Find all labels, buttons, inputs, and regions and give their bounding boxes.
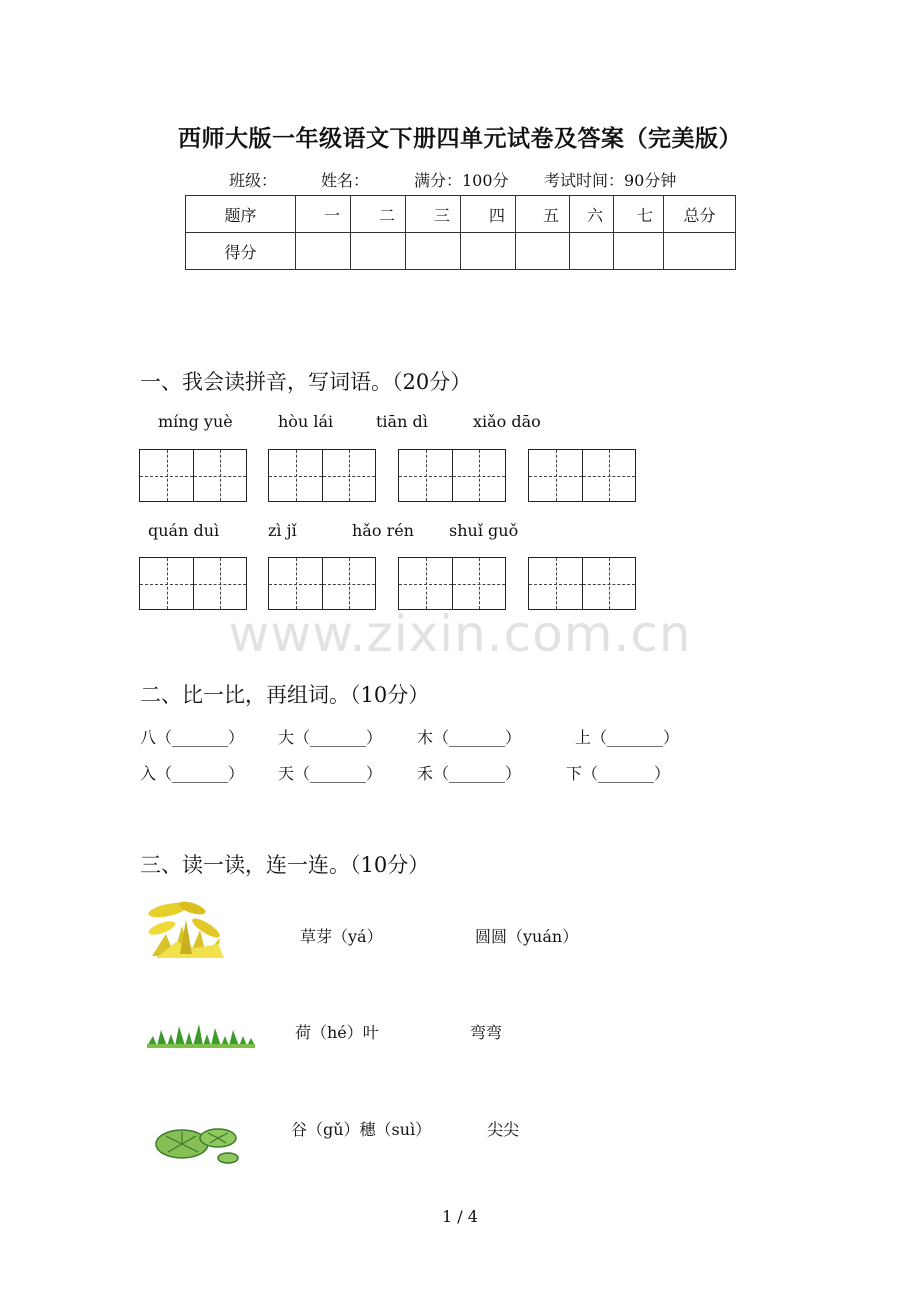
score-table-score-row [186,233,736,270]
watermark: www.zixin.com.cn [228,605,692,663]
word-blank[interactable]: 下（_______） [566,764,671,783]
writing-grid[interactable] [398,449,506,502]
grain-ear-icon [146,898,230,962]
writing-cell[interactable] [399,558,452,609]
writing-cell[interactable] [529,558,582,609]
writing-cell[interactable] [452,558,505,609]
exam-time: 考试时间：90分钟 [544,171,677,190]
writing-grid[interactable] [528,449,636,502]
writing-cell[interactable] [529,450,582,501]
name-label: 姓名： [321,171,370,190]
page-title: 西师大版一年级语文下册四单元试卷及答案（完美版） [178,125,742,152]
section2-heading: 二、比一比，再组词。（10分） [140,683,430,707]
writing-cell[interactable] [193,558,246,609]
writing-grid[interactable] [139,449,247,502]
score-cell[interactable] [664,233,736,270]
writing-cell[interactable] [322,450,375,501]
score-table-header-row [186,196,736,233]
table-header-cell: 题序 [186,196,296,233]
match-left-item[interactable]: 草芽（yá） [300,927,383,946]
word-blank[interactable]: 天（_______） [278,764,383,783]
writing-grid[interactable] [139,557,247,610]
pinyin-label: shuǐ guǒ [449,521,519,540]
match-right-item[interactable]: 圆圆（yuán） [475,927,579,946]
pinyin-label: tiān dì [376,412,428,431]
writing-cell[interactable] [399,450,452,501]
word-blank[interactable]: 入（_______） [140,764,245,783]
table-header-cell: 四 [461,196,516,233]
table-header-cell: 七 [614,196,664,233]
score-table [185,195,736,270]
writing-cell[interactable] [140,558,193,609]
match-left-item[interactable]: 荷（hé）叶 [295,1023,379,1042]
writing-cell[interactable] [193,450,246,501]
pinyin-label: hòu lái [278,412,334,431]
word-blank[interactable]: 木（_______） [417,728,522,747]
class-label: 班级： [229,171,278,190]
full-score: 满分：100分 [414,171,509,190]
score-cell[interactable] [461,233,516,270]
word-blank[interactable]: 八（_______） [140,728,245,747]
match-right-item[interactable]: 尖尖 [487,1120,520,1139]
writing-cell[interactable] [140,450,193,501]
table-header-cell: 三 [406,196,461,233]
table-row-label: 得分 [186,233,296,270]
score-cell[interactable] [516,233,570,270]
writing-cell[interactable] [269,558,322,609]
word-blank[interactable]: 大（_______） [278,728,383,747]
lotus-leaf-icon [154,1124,242,1166]
writing-grid[interactable] [528,557,636,610]
match-right-item[interactable]: 弯弯 [470,1023,503,1042]
section1-heading: 一、我会读拼音，写词语。（20分） [140,370,472,394]
pinyin-label: hǎo rén [352,521,414,540]
table-header-cell: 五 [516,196,570,233]
score-cell[interactable] [570,233,614,270]
pinyin-label: míng yuè [158,412,233,431]
writing-grid[interactable] [398,557,506,610]
pinyin-label: zì jǐ [268,521,297,540]
table-header-cell: 六 [570,196,614,233]
grass-sprout-icon [145,1018,257,1050]
word-blank[interactable]: 上（_______） [575,728,680,747]
pinyin-label: quán duì [148,521,220,540]
pinyin-label: xiǎo dāo [473,412,541,431]
writing-grid[interactable] [268,557,376,610]
writing-cell[interactable] [322,558,375,609]
page-number: 1 / 4 [442,1207,478,1226]
score-cell[interactable] [406,233,461,270]
writing-cell[interactable] [582,558,635,609]
writing-cell[interactable] [452,450,505,501]
section3-heading: 三、读一读，连一连。（10分） [140,853,430,877]
match-left-item[interactable]: 谷（gǔ）穗（suì） [291,1120,432,1139]
table-header-cell: 一 [296,196,351,233]
word-blank[interactable]: 禾（_______） [417,764,522,783]
writing-cell[interactable] [582,450,635,501]
score-cell[interactable] [614,233,664,270]
writing-cell[interactable] [269,450,322,501]
table-header-cell: 二 [351,196,406,233]
score-cell[interactable] [296,233,351,270]
writing-grid[interactable] [268,449,376,502]
table-header-cell: 总分 [664,196,736,233]
score-cell[interactable] [351,233,406,270]
